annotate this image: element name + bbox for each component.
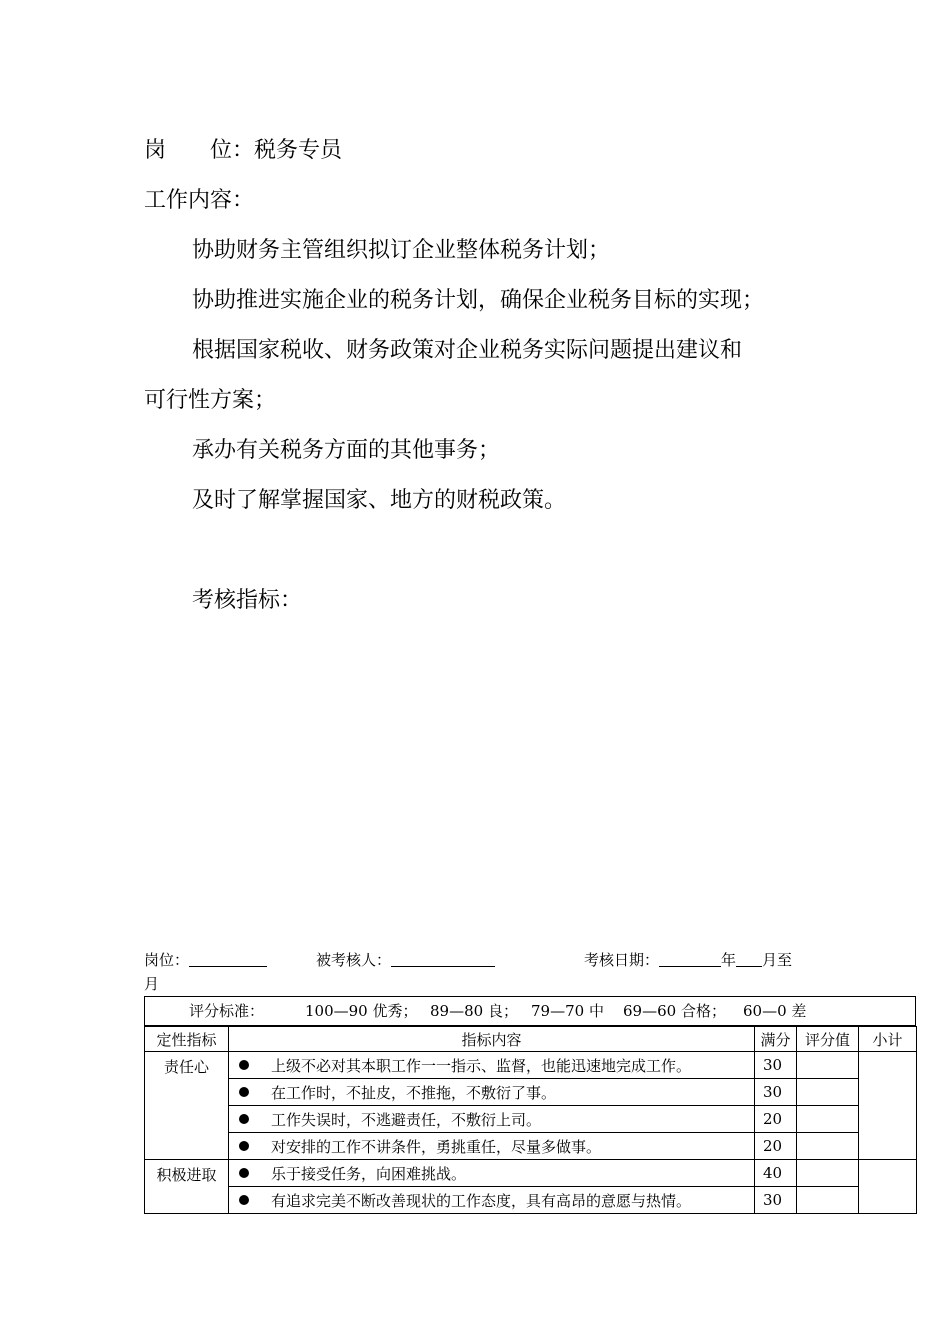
indicator-text: 对安排的工作不讲条件，勇挑重任，尽量多做事。 <box>271 1137 602 1156</box>
form-month-label: 月 <box>144 975 160 993</box>
rating-cell[interactable] <box>797 1079 859 1106</box>
rating-cell[interactable] <box>797 1133 859 1160</box>
rating-cell[interactable] <box>797 1106 859 1133</box>
rating-cell[interactable] <box>797 1160 859 1187</box>
full-score: 40 <box>755 1160 797 1187</box>
indicator-text: 上级不必对其本职工作一一指示、监督，也能迅速地完成工作。 <box>271 1056 692 1075</box>
form-date-label: 考核日期： <box>584 951 660 969</box>
full-score: 20 <box>755 1106 797 1133</box>
header-subtotal: 小计 <box>859 1027 917 1052</box>
work-content-label: 工作内容： <box>144 188 255 213</box>
form-month-to-label: 月至 <box>762 951 793 969</box>
duty-5: 及时了解掌握国家、地方的财税政策。 <box>192 488 567 513</box>
table-header-row <box>145 1027 917 1052</box>
indicator-text: 工作失误时，不逃避责任，不敷衍上司。 <box>271 1110 542 1129</box>
bullet-icon <box>239 1087 249 1097</box>
bullet-icon <box>239 1141 249 1151</box>
header-category: 定性指标 <box>145 1027 229 1052</box>
full-score: 30 <box>755 1187 797 1214</box>
table-row <box>145 1106 917 1133</box>
standard-medium: 79—70 中 <box>531 1002 604 1020</box>
standard-good: 89—80 良； <box>430 1002 518 1020</box>
rating-cell[interactable] <box>797 1187 859 1214</box>
duty-2: 协助推进实施企业的税务计划，确保企业税务目标的实现； <box>192 288 765 313</box>
rating-cell[interactable] <box>797 1052 859 1079</box>
standard-excellent: 100—90 优秀； <box>305 1002 418 1020</box>
form-assessee <box>316 950 495 970</box>
form-assessee-label: 被考核人： <box>316 951 392 969</box>
table-row <box>145 1133 917 1160</box>
category-responsibility: 责任心 <box>145 1052 229 1160</box>
post-value: 税务专员 <box>254 138 343 163</box>
bullet-icon <box>239 1195 249 1205</box>
standard-poor: 60—0 差 <box>743 1002 807 1020</box>
bullet-icon <box>239 1060 249 1070</box>
indicator-content <box>229 1133 755 1160</box>
grading-table <box>144 1026 917 1214</box>
form-header <box>144 950 267 970</box>
duty-3-cont: 可行性方案； <box>144 388 277 413</box>
form-month-blank[interactable] <box>736 950 762 967</box>
full-score: 20 <box>755 1133 797 1160</box>
category-initiative: 积极进取 <box>145 1160 229 1214</box>
header-rating: 评分值 <box>797 1027 859 1052</box>
table-row <box>145 1052 917 1079</box>
table-row <box>145 1079 917 1106</box>
indicator-content <box>229 1187 755 1214</box>
subtotal-cell[interactable] <box>859 1160 917 1214</box>
form-assessee-blank[interactable] <box>391 950 495 967</box>
header-full-score: 满分 <box>755 1027 797 1052</box>
duty-1: 协助财务主管组织拟订企业整体税务计划； <box>192 238 611 263</box>
duty-4: 承办有关税务方面的其他事务； <box>192 438 501 463</box>
indicator-content <box>229 1079 755 1106</box>
form-year-blank[interactable] <box>659 950 721 967</box>
bullet-icon <box>239 1168 249 1178</box>
indicator-content <box>229 1160 755 1187</box>
form-post-blank[interactable] <box>189 950 267 967</box>
header-content: 指标内容 <box>229 1027 755 1052</box>
duty-3: 根据国家税收、财务政策对企业税务实际问题提出建议和 <box>192 338 743 363</box>
indicator-content <box>229 1106 755 1133</box>
scoring-standard <box>144 996 916 1026</box>
indicator-text: 在工作时，不扯皮，不推拖，不敷衍了事。 <box>271 1083 557 1102</box>
table-row <box>145 1187 917 1214</box>
assessment-label: 考核指标： <box>192 588 303 613</box>
standard-pass: 69—60 合格； <box>623 1002 726 1020</box>
form-year-label: 年 <box>721 951 737 969</box>
form-post-label: 岗位： <box>144 951 190 969</box>
indicator-text: 有追求完美不断改善现状的工作态度，具有高昂的意愿与热情。 <box>271 1191 692 1210</box>
indicator-text: 乐于接受任务，向困难挑战。 <box>271 1164 467 1183</box>
form-date <box>584 950 792 970</box>
table-row <box>145 1160 917 1187</box>
bullet-icon <box>239 1114 249 1124</box>
subtotal-cell[interactable] <box>859 1052 917 1160</box>
post-title-line <box>144 136 342 166</box>
full-score: 30 <box>755 1079 797 1106</box>
post-label: 岗 位： <box>144 138 255 163</box>
full-score: 30 <box>755 1052 797 1079</box>
indicator-content <box>229 1052 755 1079</box>
standard-label: 评分标准： <box>189 1002 265 1020</box>
